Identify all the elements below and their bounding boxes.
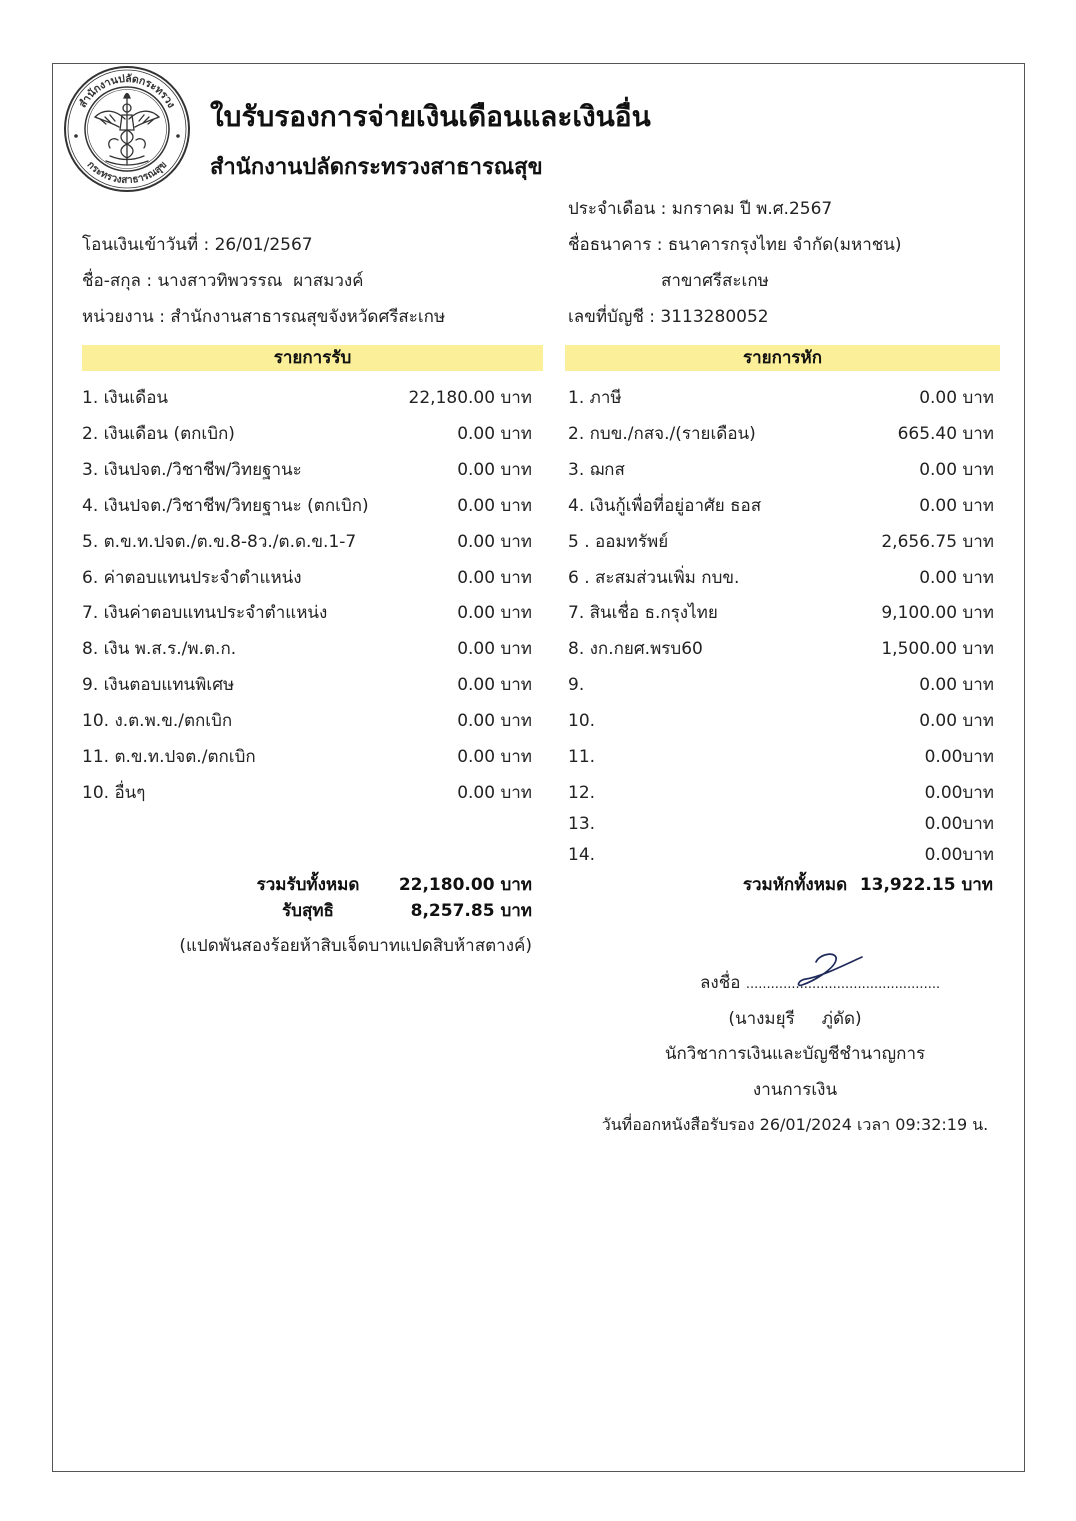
deduction-item-amount: 0.00 บาท [919, 388, 994, 408]
deduction-item-amount: 0.00 บาท [919, 711, 994, 731]
organization-name: สำนักงานปลัดกระทรวงสาธารณสุข [210, 155, 543, 180]
deduction-item-amount: 1,500.00 บาท [881, 639, 994, 659]
income-row [82, 458, 532, 482]
income-total-amount: 22,180.00 บาท [398, 875, 532, 895]
agency [82, 304, 445, 330]
deduction-item-label: 7. สินเชื่อ ธ.กรุงไทย [568, 603, 718, 623]
income-item-label: 6. ค่าตอบแทนประจำตำแหน่ง [82, 568, 302, 588]
deduction-row [568, 781, 994, 805]
deduction-item-label: 1. ภาษี [568, 388, 622, 408]
income-item-label: 1. เงินเดือน [82, 388, 169, 408]
income-row [82, 386, 532, 410]
income-item-amount: 0.00 บาท [457, 496, 532, 516]
income-total-label: รวมรับทั้งหมด [256, 875, 360, 895]
income-row [82, 530, 532, 554]
agency-value: สำนักงานสาธารณสุขจังหวัดศรีสะเกษ [170, 307, 446, 327]
income-item-label: 2. เงินเดือน (ตกเบิก) [82, 424, 235, 444]
deduction-item-label: 13. [568, 814, 596, 834]
income-item-label: 8. เงิน พ.ส.ร./พ.ต.ก. [82, 639, 237, 659]
income-item-amount: 0.00 บาท [457, 603, 532, 623]
deduction-total-amount: 13,922.15 บาท [859, 875, 993, 895]
deduction-item-amount: 0.00 บาท [919, 568, 994, 588]
document-title: ใบรับรองการจ่ายเงินเดือนและเงินอื่น [210, 100, 651, 133]
income-item-amount: 0.00 บาท [457, 675, 532, 695]
deduction-row [568, 709, 994, 733]
deduction-item-amount: 0.00 บาท [919, 675, 994, 695]
transfer-date [82, 232, 313, 258]
seal-top-text: สำนักงานปลัดกระทรวง [76, 72, 178, 111]
income-item-label: 10. ง.ต.พ.ข./ตกเบิก [82, 711, 233, 731]
signer-name: (นางมยุรี ภู่ดัด) [728, 1009, 862, 1029]
deduction-item-label: 12. [568, 783, 596, 803]
signature-label: ลงชื่อ [700, 973, 741, 993]
deduction-row [568, 843, 994, 867]
income-item-label: 7. เงินค่าตอบแทนประจำตำแหน่ง [82, 603, 328, 623]
full-name-value: นางสาวทิพวรรณ ผาสมวงค์ [157, 271, 364, 291]
account-number [568, 304, 769, 330]
income-item-label: 4. เงินปจต./วิชาชีพ/วิทยฐานะ (ตกเบิก) [82, 496, 369, 516]
income-item-amount: 0.00 บาท [457, 424, 532, 444]
handwritten-signature [780, 945, 880, 995]
pay-month [568, 196, 832, 222]
income-row [82, 781, 532, 805]
income-item-amount: 0.00 บาท [457, 711, 532, 731]
deduction-row [568, 458, 994, 482]
deduction-item-label: 2. กบข./กสจ./(รายเดือน) [568, 424, 756, 444]
deduction-item-amount: 0.00บาท [924, 783, 994, 803]
income-row [82, 709, 532, 733]
deduction-row [568, 673, 994, 697]
deduction-item-label: 8. งก.กยศ.พรบ60 [568, 639, 703, 659]
pay-month-value: มกราคม ปี พ.ศ.2567 [671, 199, 833, 219]
account-number-label: เลขที่บัญชี : [568, 307, 656, 327]
deduction-row [568, 745, 994, 769]
deduction-row [568, 422, 994, 446]
income-item-amount: 0.00 บาท [457, 568, 532, 588]
income-item-label: 11. ต.ข.ท.ปจต./ตกเบิก [82, 747, 256, 767]
bank-branch: สาขาศรีสะเกษ [661, 271, 769, 291]
income-row [82, 745, 532, 769]
income-item-amount: 0.00 บาท [457, 783, 532, 803]
deduction-row [568, 386, 994, 410]
income-item-label: 9. เงินตอบแทนพิเศษ [82, 675, 235, 695]
full-name [82, 268, 364, 294]
deduction-row [568, 812, 994, 836]
account-number-value: 3113280052 [660, 307, 769, 327]
seal-bottom-text: กระทรวงสาธารณสุข [84, 159, 170, 187]
deduction-item-label: 11. [568, 747, 596, 767]
income-item-label: 10. อื่นๆ [82, 783, 146, 803]
deduction-item-label: 6 . สะสมส่วนเพิ่ม กบข. [568, 568, 740, 588]
bank-name-label: ชื่อธนาคาร : [568, 235, 663, 255]
income-item-label: 5. ต.ข.ท.ปจต./ต.ข.8-8ว./ต.ด.ข.1-7 [82, 532, 357, 552]
deduction-item-label: 14. [568, 845, 596, 865]
deduction-item-amount: 0.00 บาท [919, 496, 994, 516]
full-name-label: ชื่อ-สกุล : [82, 271, 153, 291]
deduction-item-amount: 0.00บาท [924, 747, 994, 767]
signature-dotted-line: ............................................... [745, 977, 941, 992]
income-row [82, 566, 532, 590]
income-item-amount: 0.00 บาท [457, 639, 532, 659]
deduction-row [568, 637, 994, 661]
deduction-item-amount: 0.00บาท [924, 814, 994, 834]
income-row [82, 673, 532, 697]
deduction-item-label: 9. [568, 675, 585, 695]
deduction-section-header: รายการหัก [565, 345, 1000, 371]
deduction-item-label: 10. [568, 711, 596, 731]
deduction-total-label: รวมหักทั้งหมด [742, 875, 848, 895]
income-item-amount: 22,180.00 บาท [408, 388, 532, 408]
income-row [82, 494, 532, 518]
income-item-amount: 0.00 บาท [457, 747, 532, 767]
income-section-header: รายการรับ [82, 345, 543, 371]
bank-name-value: ธนาคารกรุงไทย จำกัด(มหาชน) [667, 235, 902, 255]
signer-department: งานการเงิน [752, 1080, 838, 1100]
deduction-row [568, 494, 994, 518]
transfer-date-value: 26/01/2567 [214, 235, 313, 255]
deduction-row [568, 566, 994, 590]
deduction-row [568, 530, 994, 554]
deduction-item-label: 4. เงินกู้เพื่อที่อยู่อาศัย ธอส [568, 496, 762, 516]
deduction-item-amount: 665.40 บาท [897, 424, 994, 444]
net-pay-amount: 8,257.85 บาท [410, 901, 532, 921]
agency-label: หน่วยงาน : [82, 307, 165, 327]
income-row [82, 601, 532, 625]
deduction-item-amount: 2,656.75 บาท [881, 532, 994, 552]
income-row [82, 637, 532, 661]
issue-datetime: วันที่ออกหนังสือรับรอง 26/01/2024 เวลา 09:32:19 น. [601, 1115, 989, 1134]
signer-position: นักวิชาการเงินและบัญชีชำนาญการ [664, 1044, 926, 1064]
ministry-seal-icon [62, 64, 192, 194]
net-pay-label: รับสุทธิ [282, 901, 334, 921]
deduction-item-label: 5 . ออมทรัพย์ [568, 532, 669, 552]
income-item-amount: 0.00 บาท [457, 532, 532, 552]
income-row [82, 422, 532, 446]
deduction-item-label: 3. ฌกส [568, 460, 625, 480]
transfer-date-label: โอนเงินเข้าวันที่ : [82, 235, 210, 255]
deduction-item-amount: 9,100.00 บาท [881, 603, 994, 623]
pay-month-label: ประจำเดือน : [568, 199, 667, 219]
net-pay-in-words: (แปดพันสองร้อยห้าสิบเจ็ดบาทแปดสิบห้าสตางค์) [179, 936, 532, 956]
deduction-item-amount: 0.00 บาท [919, 460, 994, 480]
bank-name [568, 232, 902, 258]
income-item-amount: 0.00 บาท [457, 460, 532, 480]
deduction-item-amount: 0.00บาท [924, 845, 994, 865]
deduction-row [568, 601, 994, 625]
income-item-label: 3. เงินปจต./วิชาชีพ/วิทยฐานะ [82, 460, 302, 480]
